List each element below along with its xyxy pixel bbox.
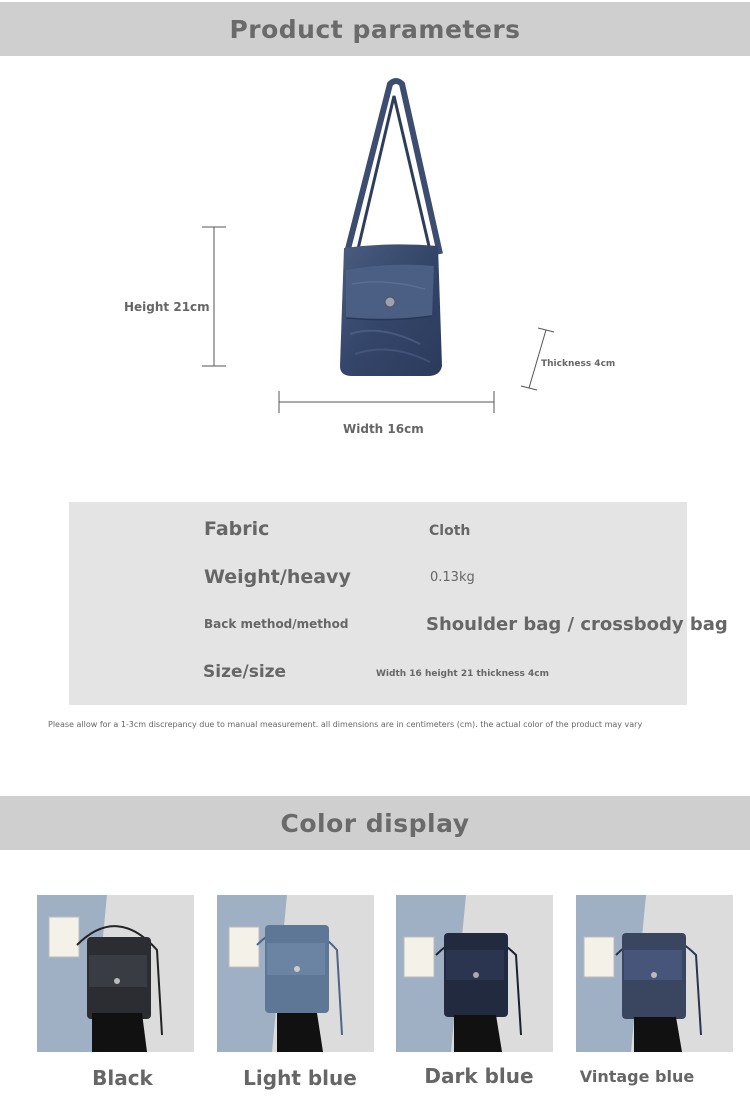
color-display-banner <box>0 796 750 850</box>
spec-size-value: Width 16 height 21 thickness 4cm <box>376 669 549 679</box>
swatch-light-blue-photo <box>217 895 374 1052</box>
thickness-label: Thickness 4cm <box>541 359 616 369</box>
bag-pocket-flap <box>346 265 434 320</box>
swatch-vintage-blue[interactable] <box>576 895 733 1052</box>
spec-fabric-value: Cloth <box>429 523 471 539</box>
spec-weight-value: 0.13kg <box>430 570 475 585</box>
section-title: Color display <box>280 808 470 838</box>
swatch-black-photo <box>37 895 194 1052</box>
color-label-light-blue: Light blue <box>243 1066 357 1090</box>
color-label-black: Black <box>92 1066 153 1090</box>
color-label-dark-blue: Dark blue <box>424 1064 534 1088</box>
color-label-vintage-blue: Vintage blue <box>579 1067 695 1086</box>
spec-method-label: Back method/method <box>204 617 349 631</box>
denim-bag-illustration <box>330 74 460 384</box>
spec-method-value: Shoulder bag / crossbody bag <box>426 614 728 635</box>
swatch-dark-blue[interactable] <box>396 895 553 1052</box>
swatch-vintage-blue-photo <box>576 895 733 1052</box>
width-label: Width 16cm <box>343 422 424 436</box>
spec-fabric-label: Fabric <box>204 518 270 540</box>
snap-button <box>385 297 395 307</box>
spec-weight-label: Weight/heavy <box>204 566 351 588</box>
swatch-black[interactable] <box>37 895 194 1052</box>
measurement-disclaimer: Please allow for a 1-3cm discrepancy due to manual measurement. all dimensions are in centimeters (cm). the actual color of the product may vary <box>48 720 643 729</box>
swatch-dark-blue-photo <box>396 895 553 1052</box>
spec-size-label: Size/size <box>203 662 287 682</box>
height-label: Height 21cm <box>124 300 210 314</box>
section-title: Product parameters <box>229 14 521 44</box>
swatch-light-blue[interactable] <box>217 895 374 1052</box>
